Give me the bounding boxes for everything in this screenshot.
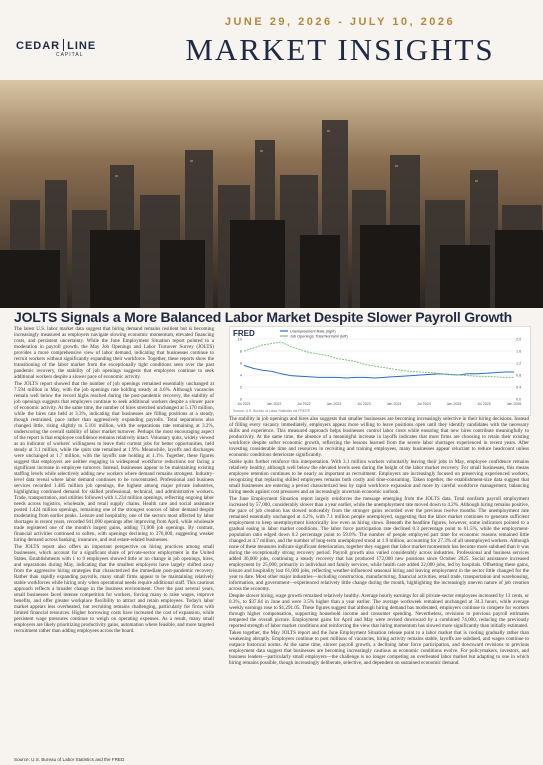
y-tick-left: 10 [237,337,242,342]
x-tick: Jul 2022 [297,402,311,406]
paragraph: Stable quits further reinforce this interpretation. With 3.1 million workers voluntarily leaving their jobs in May, employee confidence remains relatively healthy, although well below the elevated levels seen during the height of the labor market recovery. For small businesses, this means employee retention continues to be nearly as important as recruitment. Employers are increasingly focused on preserving experienced workers, recognizing that replacing skilled employees remains both costly and time-consuming. Taken together, the establishment-size data suggest that small businesses are entering a period characterized less by rapid workforce expansion and more by careful workforce management, balancing hiring needs against cost pressures and an increasingly uncertain economic outlook. [229,459,529,495]
y-tick-right: 0.0 [516,397,522,402]
masthead [0,0,543,78]
logo-word-2: LINE [67,40,97,52]
y-tick-left: 8 [239,349,242,354]
series-line [244,342,514,377]
chart-note: Source: U.S. Bureau of Labor Statistics via FRED® [233,409,310,413]
hero-image [0,80,543,308]
fred-chart [229,326,531,416]
city-skyline-image [0,80,543,308]
y-tick-left: 0 [239,397,242,402]
x-tick: Jul 2023 [357,402,371,406]
x-tick: Jan 2024 [386,402,402,406]
y-tick-right: 1.2 [516,361,522,366]
y-tick-left: 4 [239,373,242,378]
y-tick-left: 6 [239,361,242,366]
paragraph: Taken together, the May JOLTS report and the June Employment Situation release point to a labor market that is cooling gradually rather than weakening abruptly. Employers continue to post millions of vacancies, hiring activity remains stable, layoffs are subdued, and wages continue to outpace historical norms. At the same time, slower payroll growth, a declining labor force participation, and downward revisions to previous employment data suggest that businesses are becoming increasingly cautious as economic conditions evolve. For policymakers, investors, and business leaders—particularly small employers—the challenge is no longer competing an overheated labor market but adapting to one in which hiring remains possible, though increasingly deliberate, selective, and dependent on sustained economic demand. [229,630,529,666]
article-headline: JOLTS Signals a More Balanced Labor Market Despite Slower Payroll Growth [14,309,513,325]
paragraph: The JOLTS report also offers an important perspective on hiring practices among small businesses, which account for a significant share of private-sector employment in the United States. Establishments with 1 to 9 employees showed little or no change in job openings, hires, and separations during May, indicating that the smallest employers have largely shifted away from the aggressive hiring strategies that characterized the immediate post-pandemic recovery. Rather than rapidly expanding payrolls, many small firms appear to be maintaining relatively stable workforces while hiring only when operational needs require additional staff. This cautious approach reflects a broader change in the business environment. Over the past several years, small businesses faced intense competition for workers, forcing many to raise wages, improve benefits, and offer greater workplace flexibility to attract and retain employees. Today's labor market appears less overheated, but recruiting remains challenging, particularly for firms with limited financial resources. Higher borrowing costs have increased the cost of expansion, while persistent wage pressures continue to weigh on operating expenses. As a result, many small employers are likely prioritizing productivity gains, automation where feasible, and more targeted recruitment rather than adding employees across the board. [14,544,214,634]
issue-dates: JUNE 29, 2026 - JULY 10, 2026 [224,16,456,28]
y-tick-right: 2.0 [516,337,522,342]
y-tick-right: 0.8 [516,373,522,378]
legend-label: Job Openings: Total Nonfarm (left) [290,334,348,339]
article-column-right [229,416,529,761]
paragraph: The stability in job openings and hires also suggests that smaller businesses are becoming increasingly selective in their hiring decisions. Instead of filling every vacancy immediately, employers appear more willing to leave positions open until they identify candidates with the necessary skills and experience. This measured approach helps businesses control labor costs while ensuring that new hires contribute meaningfully to productivity. At the same time, the absence of a meaningful increase in layoffs indicates that most firms are choosing to retain their existing workforce despite softer economic growth, reflecting the lessons learned from the severe labor shortages experienced in recent years. After investing considerable time and resources in recruiting and training employees, many businesses appear reluctant to reduce headcount unless economic conditions deteriorate significantly. [229,416,529,458]
logo-word-1: CEDAR [16,40,61,52]
logo [16,36,97,58]
paragraph: The June Employment Situation report largely reinforces the message emerging from the JOLTS data. Total nonfarm payroll employment increased by 57,000, considerably slower than a year earlier, while the unemployment rate moved down to 4.2%. Although hiring remains positive, the pace of job creation has slowed noticeably from the stronger gains recorded over the previous twelve months. The unemployment rate remained essentially unchanged at 4.2%, with 7.1 million people unemployed, suggesting that the labor market continues to generate sufficient employment to keep unemployment historically low even as hiring slows. Beneath the headline figures, however, some indicators pointed to a gradual easing in labor market conditions. The labor force participation rate declined 0.3 percentage point to 61.5%, while the employment-population ratio edged down 0.2 percentage point to 59.0%. The number of people employed part time for economic reasons remained little changed at 4.7 million, and the number of long-term unemployed stood at 1.9 million, accounting for 27.3% of all unemployed workers. Although none of these measures indicate significant deterioration, together they suggest that labor market momentum has become more subdued than it was during the exceptionally strong recovery period. Payroll growth also varied considerably across industries. Professional and business services added 36,000 jobs, continuing a steady recovery that has produced 172,000 new positions since October 2025. Social assistance increased employment by 25,000, primarily in individual and family services, while health care added 22,000 jobs, led by hospitals. Offsetting these gains, leisure and hospitality lost 61,000 jobs, reflecting weather-influenced seasonal hiring and leaving employment in the sector little changed for the year to date. Most other major industries—including construction, manufacturing, financial activities, retail trade, transportation and warehousing, information, and government—experienced relatively little change during the month, highlighting the increasingly uneven nature of job creation across the economy. [229,496,529,592]
y-tick-right: 0.4 [516,385,522,390]
chart-svg [230,327,530,415]
chart-source-label: FRED [233,329,255,338]
paragraph: The latest U.S. labor market data suggest that hiring demand remains resilient but is becoming increasingly measured as employers navigate slowing economic momentum, elevated financing costs, and persistent uncertainty. While the June Employment Situation report pointed to a moderation in payroll growth, the May Job Openings and Labor Turnover Survey (JOLTS) provides a more comprehensive view of labor demand, indicating that businesses continue to recruit workers without significantly expanding their workforce. Together, these reports show the transitioning of the labor market from the exceptionally tight conditions seen over the past pandemic recovery, the stability of job openings suggests that employers continue to seek additional workers despite a slower pace of economic activity. [14,326,214,380]
y-tick-left: 2 [239,385,242,390]
article-column-left [14,326,214,756]
page-title: MARKET INSIGHTS [185,32,495,67]
x-tick: Jan 2025 [446,402,462,406]
legend-label: Unemployment Rate (right) [290,329,336,334]
logo-subtitle: CAPITAL [56,52,84,58]
x-tick: Jan 2022 [266,402,282,406]
paragraph: The JOLTS report showed that the number of job openings remained essentially unchanged at 7.594 million in May, with the job openings rate holding steady at 4.6%. Although vacancies remain well below the record highs reached during the post-pandemic recovery, the stability of job openings suggests that employers continue to seek additional workers despite a slower pace of economic activity. At the same time, the number of hires stretched unchanged at 5.170 million, while the hires rate held at 3.3%, indicating that businesses are filling positions at a steady, though restrained, pace rather than aggressively expanding payrolls. Total separations also changed little, rising slightly to 5.101 million, with the separations rate remaining at 3.2%, underscoring the overall stability of labor market turnover. Perhaps the most encouraging aspect of the report is that employee confidence remains relatively intact. Voluntary quits, widely viewed as an indicator of workers' willingness to leave their current jobs for better opportunities, held steady at 3.1 million, while the quits rate remained at 1.9%. Meanwhile, layoffs and discharges were unchanged at 1.7 million, with the layoffs rate holding at 1.1%. Together, these figures suggest that employers are neither engaging in widespread workforce reductions nor facing a significant increase in employee turnover. Instead, businesses appear to be maintaining existing staffing levels while selectively adding new workers where demand remains strongest. Industry-level data reveal where labor demand continues to be concentrated. Professional and business services recorded 1.485 million job openings, the highest among major private industries, highlighting continued demand for skilled professional, technical, and administrative workers. Trade, transportation, and utilities followed with 1.234 million openings, reflecting ongoing labor needs across logistics, wholesale, and retail supply chains. Health care and social assistance posted 1.424 million openings, remaining one of the strongest sources of labor demand despite moderating from earlier peaks. Leisure and hospitality, one of the sectors most affected by labor shortages in recent years, recorded 941,000 openings after improving from April, while wholesale trade registered one of the month's largest gains, adding 71,000 job openings. By contrast, financial activities continued to soften, with openings declining to 376,000, suggesting weaker hiring demand across banking, insurance, and real estate-related businesses. [14,381,214,543]
y-tick-right: 1.6 [516,349,522,354]
x-tick: Jan 2023 [326,402,342,406]
x-tick: Jul 2025 [477,402,491,406]
x-tick: Jul 2021 [237,402,251,406]
x-tick: Jan 2026 [506,402,522,406]
source-note: Source: U.S. Bureau of Labor Statistics and the FRED [14,757,125,762]
paragraph: Despite slower hiring, wage growth remained relatively healthy. Average hourly earnings for all private-sector employees increased by 13 cents, or 0.3%, to $37.64 in June and were 3.5% higher than a year earlier. The average workweek remained unchanged at 34.3 hours, while average weekly earnings rose to $1,291.05. These figures suggest that although hiring demand has moderated, employers continue to compete for workers through higher compensation, supporting household income and consumer spending. Nevertheless, revisions to previous payroll estimates tempered the overall picture. Employment gains for April and May were revised downward by a combined 74,000, reducing the previously reported strength of labor market conditions and reinforcing the view that hiring momentum has slowed more significantly than initially estimated. [229,593,529,629]
x-tick: Jul 2024 [417,402,431,406]
logo-divider [63,39,64,51]
